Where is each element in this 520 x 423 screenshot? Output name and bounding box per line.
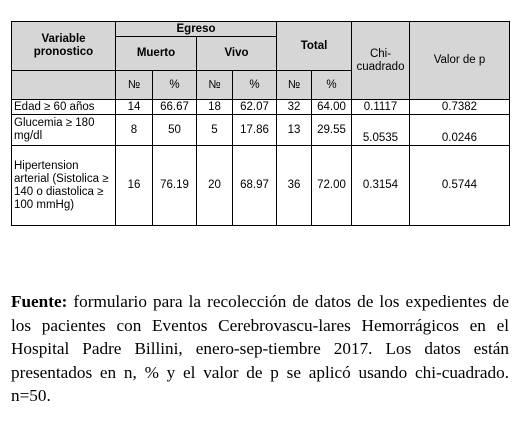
cell-total-pct: 72.00 xyxy=(312,146,352,226)
caption-label: Fuente: xyxy=(11,292,68,311)
cell-muerto-pct: 76.19 xyxy=(153,146,197,226)
cell-variable: Glucemia ≥ 180 mg/dl xyxy=(12,115,116,146)
cell-muerto-n: 8 xyxy=(116,115,153,146)
cell-variable: Hipertension arterial (Sistolica ≥ 140 o diastolica ≥ 100 mmHg) xyxy=(12,146,116,226)
header-vivo-pct: % xyxy=(233,71,277,100)
table-row xyxy=(12,115,510,146)
cell-vivo-n: 5 xyxy=(197,115,233,146)
header-total-n: № xyxy=(277,71,312,100)
cell-p: 0.5744 xyxy=(410,146,510,226)
cell-p: 0.7382 xyxy=(410,100,510,115)
cell-total-n: 32 xyxy=(277,100,312,115)
header-egreso: Egreso xyxy=(116,22,277,37)
cell-variable: Edad ≥ 60 años xyxy=(12,100,116,115)
caption-text: formulario para la recolección de datos de los expedientes de los pacientes con Eventos Cerebrovascu-lares Hemorrágicos en el Hospital Padre Billini, enero-sep-tiembre 2017. Los datos están presentados en n, % y el valor de p se aplicó usando chi-cuadrado. n=50. xyxy=(11,292,509,405)
cell-vivo-pct: 68.97 xyxy=(233,146,277,226)
cell-total-n: 13 xyxy=(277,115,312,146)
cell-vivo-pct: 62.07 xyxy=(233,100,277,115)
header-vivo-n: № xyxy=(197,71,233,100)
results-table xyxy=(11,21,510,226)
table-row xyxy=(12,146,510,226)
cell-total-pct: 64.00 xyxy=(312,100,352,115)
cell-vivo-n: 18 xyxy=(197,100,233,115)
cell-vivo-n: 20 xyxy=(197,146,233,226)
header-blank xyxy=(12,71,116,100)
header-muerto: Muerto xyxy=(116,37,197,71)
header-muerto-n: № xyxy=(116,71,153,100)
header-p: Valor de p xyxy=(410,22,510,100)
table-row xyxy=(12,100,510,115)
cell-chi: 5.0535 xyxy=(352,115,410,146)
cell-total-n: 36 xyxy=(277,146,312,226)
header-total-pct: % xyxy=(312,71,352,100)
header-variable: Variable pronostico xyxy=(12,22,116,71)
cell-muerto-pct: 50 xyxy=(153,115,197,146)
cell-p: 0.0246 xyxy=(410,115,510,146)
header-muerto-pct: % xyxy=(153,71,197,100)
header-chi: Chi-cuadrado xyxy=(352,22,410,100)
cell-muerto-n: 16 xyxy=(116,146,153,226)
cell-chi: 0.3154 xyxy=(352,146,410,226)
table-caption xyxy=(11,290,509,408)
header-total: Total xyxy=(277,22,352,71)
cell-muerto-pct: 66.67 xyxy=(153,100,197,115)
cell-vivo-pct: 17.86 xyxy=(233,115,277,146)
header-vivo: Vivo xyxy=(197,37,277,71)
cell-muerto-n: 14 xyxy=(116,100,153,115)
cell-total-pct: 29.55 xyxy=(312,115,352,146)
cell-chi: 0.1117 xyxy=(352,100,410,115)
